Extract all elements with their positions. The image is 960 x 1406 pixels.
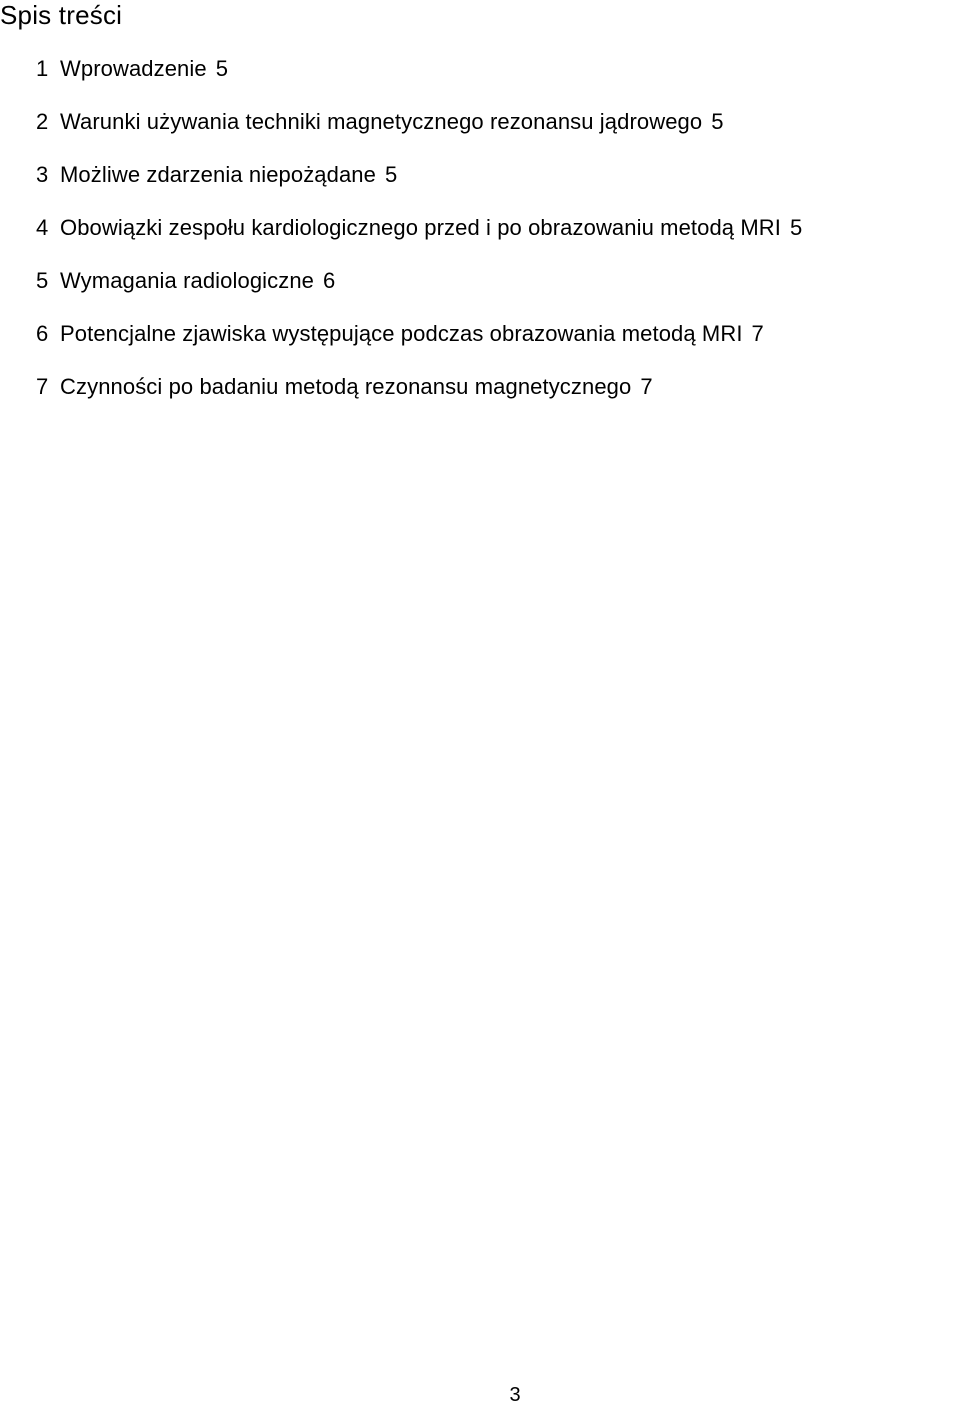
toc-entry-page: 6	[323, 268, 336, 293]
toc-entry-title: Czynności po badaniu metodą rezonansu magnetycznego	[60, 374, 632, 399]
toc-entry-7[interactable]	[36, 370, 802, 423]
toc-entry-number: 6	[36, 321, 49, 346]
toc-entry-4[interactable]	[36, 211, 802, 264]
toc-entry-title: Wprowadzenie	[60, 56, 207, 81]
toc-list	[36, 52, 802, 423]
toc-entry-title: Warunki używania techniki magnetycznego rezonansu jądrowego	[60, 109, 703, 134]
toc-entry-number: 3	[36, 162, 49, 187]
toc-entry-page: 5	[711, 109, 724, 134]
toc-entry-number: 5	[36, 268, 49, 293]
toc-entry-1[interactable]	[36, 52, 802, 105]
toc-entry-number: 2	[36, 109, 49, 134]
toc-entry-3[interactable]	[36, 158, 802, 211]
toc-entry-title: Możliwe zdarzenia niepożądane	[60, 162, 376, 187]
toc-entry-title: Obowiązki zespołu kardiologicznego przed i po obrazowaniu metodą MRI	[60, 215, 781, 240]
toc-title: Spis treści	[0, 0, 123, 30]
toc-entry-title: Potencjalne zjawiska występujące podczas obrazowania metodą MRI	[60, 321, 743, 346]
toc-entry-page: 5	[384, 162, 398, 187]
toc-entry-page: 5	[789, 215, 803, 240]
toc-entry-number: 4	[36, 215, 49, 240]
toc-entry-number: 7	[36, 374, 49, 399]
toc-entry-title: Wymagania radiologiczne	[60, 268, 315, 293]
page-number: 3	[509, 1384, 521, 1406]
toc-entry-5[interactable]	[36, 264, 802, 317]
toc-entry-number: 1	[36, 56, 49, 81]
toc-entry-6[interactable]	[36, 317, 802, 370]
toc-entry-2[interactable]	[36, 105, 802, 158]
toc-entry-page: 7	[751, 321, 764, 346]
toc-entry-page: 7	[640, 374, 653, 399]
toc-entry-page: 5	[215, 56, 229, 81]
